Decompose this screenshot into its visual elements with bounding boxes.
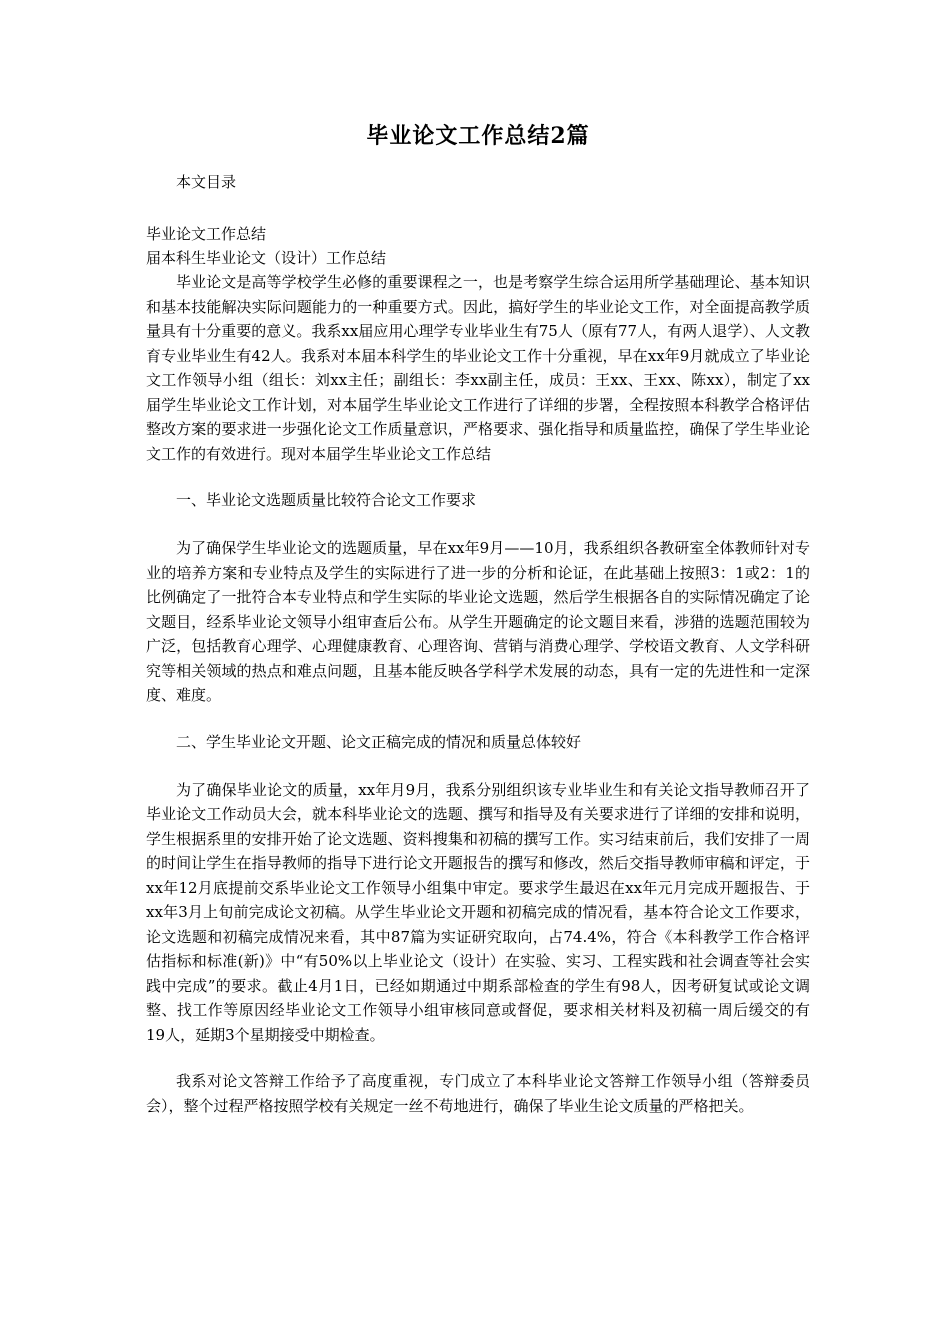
defense-paragraph: 我系对论文答辩工作给予了高度重视，专门成立了本科毕业论文答辩工作领导小组（答辩委员会），整个过程严格按照学校有关规定一丝不苟地进行，确保了毕业生论文质量的严格把关。 xyxy=(146,1072,810,1115)
toc-list xyxy=(146,222,810,270)
section-2-paragraph: 为了确保毕业论文的质量，xx年月9月，我系分别组织该专业毕业生和有关论文指导教师召开了毕业论文工作动员大会，就本科毕业论文的选题、撰写和指导及有关要求进行了详细的安排和说明，学生根据系里的安排开始了论文选题、资料搜集和初稿的撰写工作。实习结束前后，我们安排了一周的时间让学生在指导教师的指导下进行论文开题报告的撰写和修改，然后交指导教师审稿和评定，于xx年12月底提前交系毕业论文工作领导小组集中审定。要求学生最迟在xx年元月完成开题报告、于xx年3月上旬前完成论文初稿。从学生毕业论文开题和初稿完成的情况看，基本符合论文工作要求，论文选题和初稿完成情况来看，其中87篇为实证研究取向，占74.4%，符合《本科教学工作合格评估指标和标准(新)》中“有50%以上毕业论文（设计）在实验、实习、工程实践和社会调查等社会实践中完成”的要求。截止4月1日，已经如期通过中期系部检查的学生有98人，因考研复试或论文调整、找工作等原因经毕业论文工作领导小组审核同意或督促，要求相关材料及初稿一周后缓交的有19人，延期3个星期接受中期检查。 xyxy=(146,780,810,1044)
section-2-heading: 二、学生毕业论文开题、论文正稿完成的情况和质量总体较好 xyxy=(176,732,582,751)
section-1-heading: 一、毕业论文选题质量比较符合论文工作要求 xyxy=(176,491,477,509)
intro-paragraph: 毕业论文是高等学校学生必修的重要课程之一，也是考察学生综合运用所学基础理论、基本知识和基本技能解决实际问题能力的一种重要方式。因此，搞好学生的毕业论文工作，对全面提高教学质量具有十分重要的意义。我系xx届应用心理学专业毕业生有75人（原有77人，有两人退学）、人文教育专业毕业生有42人。我系对本届本科学生的毕业论文工作十分重视，早在xx年9月就成立了毕业论文工作领导小组（组长：刘xx主任；副组长：李xx副主任，成员：王xx、王xx、陈xx），制定了xx届学生毕业论文工作计划，对本届学生毕业论文工作进行了详细的步署，全程按照本科教学合格评估整改方案的要求进一步强化论文工作质量意识，严格要求、强化指导和质量监控，确保了学生毕业论文工作的有效进行。现对本届学生毕业论文工作总结 xyxy=(146,273,810,463)
toc-item: 毕业论文工作总结 xyxy=(146,225,267,243)
toc-item: 届本科生毕业论文（设计）工作总结 xyxy=(146,249,387,267)
toc-heading: 本文目录 xyxy=(176,173,237,191)
document-body xyxy=(146,120,810,1118)
section-1-paragraph: 为了确保学生毕业论文的选题质量，早在xx年9月——10月，我系组织各教研室全体教师针对专业的培养方案和专业特点及学生的实际进行了进一步的分析和论证，在此基础上按照3：1或2：1的比例确定了一批符合本专业特点和学生实际的毕业论文选题，然后学生根据各自的实际情况确定了论文题目，经系毕业论文领导小组审查后公布。从学生开题确定的论文题目来看，涉猎的选题范围较为广泛，包括教育心理学、心理健康教育、心理咨询、营销与消费心理学、学校语文教育、人文学科研究等相关领域的热点和难点问题，且基本能反映各学科学术发展的动态，具有一定的先进性和一定深度、难度。 xyxy=(146,539,810,704)
document-title: 毕业论文工作总结2篇 xyxy=(366,123,590,149)
